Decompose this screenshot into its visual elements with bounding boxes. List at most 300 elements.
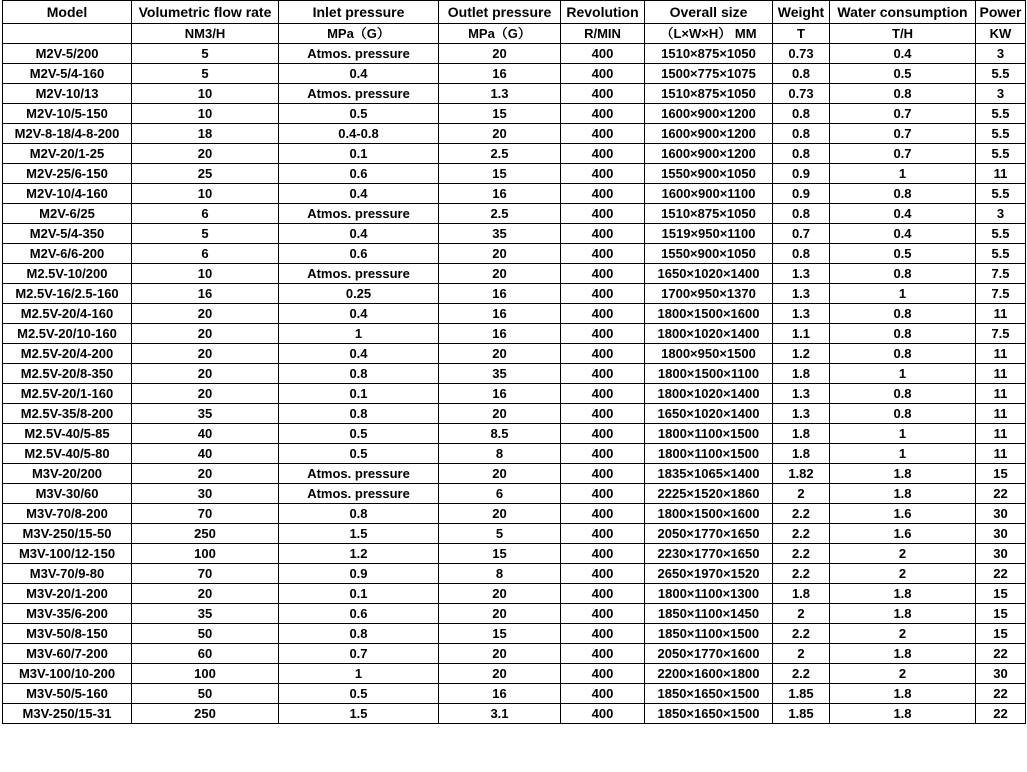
table-row	[3, 104, 1026, 124]
weight-cell: 1.3	[773, 384, 830, 404]
inlet-pressure-cell: Atmos. pressure	[279, 204, 439, 224]
inlet-pressure-cell: Atmos. pressure	[279, 464, 439, 484]
model-cell: M3V-20/200	[3, 464, 132, 484]
outlet-pressure-cell: 16	[439, 384, 561, 404]
power-cell: 5.5	[976, 124, 1026, 144]
flow-rate-cell: 5	[132, 224, 279, 244]
revolution-cell: 400	[561, 304, 645, 324]
outlet-pressure-cell: 35	[439, 224, 561, 244]
table-row	[3, 124, 1026, 144]
model-cell: M3V-70/9-80	[3, 564, 132, 584]
inlet-pressure-cell: 1.5	[279, 704, 439, 724]
unit-outlet-pressure: MPa（G）	[439, 24, 561, 44]
flow-rate-cell: 70	[132, 504, 279, 524]
power-cell: 11	[976, 444, 1026, 464]
overall-size-cell: 1600×900×1200	[645, 104, 773, 124]
flow-rate-cell: 25	[132, 164, 279, 184]
water-consumption-cell: 2	[830, 664, 976, 684]
outlet-pressure-cell: 20	[439, 404, 561, 424]
revolution-cell: 400	[561, 124, 645, 144]
inlet-pressure-cell: 0.5	[279, 684, 439, 704]
revolution-cell: 400	[561, 224, 645, 244]
weight-cell: 1.85	[773, 684, 830, 704]
revolution-cell: 400	[561, 504, 645, 524]
water-consumption-cell: 0.4	[830, 224, 976, 244]
flow-rate-cell: 20	[132, 144, 279, 164]
outlet-pressure-cell: 5	[439, 524, 561, 544]
overall-size-cell: 1519×950×1100	[645, 224, 773, 244]
inlet-pressure-cell: 0.1	[279, 584, 439, 604]
table-row	[3, 344, 1026, 364]
inlet-pressure-cell: 0.5	[279, 424, 439, 444]
table-row	[3, 204, 1026, 224]
table-row	[3, 424, 1026, 444]
model-cell: M3V-100/12-150	[3, 544, 132, 564]
overall-size-cell: 1550×900×1050	[645, 164, 773, 184]
weight-cell: 1.8	[773, 584, 830, 604]
outlet-pressure-cell: 20	[439, 504, 561, 524]
power-cell: 3	[976, 84, 1026, 104]
overall-size-cell: 2050×1770×1650	[645, 524, 773, 544]
outlet-pressure-cell: 16	[439, 324, 561, 344]
overall-size-cell: 1550×900×1050	[645, 244, 773, 264]
water-consumption-cell: 1	[830, 424, 976, 444]
weight-cell: 1.8	[773, 424, 830, 444]
flow-rate-cell: 20	[132, 324, 279, 344]
revolution-cell: 400	[561, 684, 645, 704]
power-cell: 15	[976, 584, 1026, 604]
outlet-pressure-cell: 20	[439, 264, 561, 284]
overall-size-cell: 1700×950×1370	[645, 284, 773, 304]
inlet-pressure-cell: 0.5	[279, 444, 439, 464]
revolution-cell: 400	[561, 524, 645, 544]
weight-cell: 0.8	[773, 64, 830, 84]
power-cell: 22	[976, 644, 1026, 664]
model-cell: M2.5V-20/4-200	[3, 344, 132, 364]
weight-cell: 0.9	[773, 184, 830, 204]
table-row	[3, 484, 1026, 504]
water-consumption-cell: 0.8	[830, 344, 976, 364]
flow-rate-cell: 16	[132, 284, 279, 304]
overall-size-cell: 1800×1100×1500	[645, 424, 773, 444]
revolution-cell: 400	[561, 704, 645, 724]
water-consumption-cell: 0.8	[830, 384, 976, 404]
table-row	[3, 144, 1026, 164]
overall-size-cell: 1600×900×1200	[645, 124, 773, 144]
weight-cell: 2	[773, 644, 830, 664]
model-cell: M2V-8-18/4-8-200	[3, 124, 132, 144]
overall-size-cell: 1800×1500×1600	[645, 304, 773, 324]
weight-cell: 0.8	[773, 144, 830, 164]
outlet-pressure-cell: 16	[439, 184, 561, 204]
flow-rate-cell: 10	[132, 104, 279, 124]
flow-rate-cell: 20	[132, 364, 279, 384]
water-consumption-cell: 1.8	[830, 644, 976, 664]
model-cell: M2V-5/4-160	[3, 64, 132, 84]
overall-size-cell: 2225×1520×1860	[645, 484, 773, 504]
water-consumption-cell: 2	[830, 624, 976, 644]
header-model: Model	[3, 1, 132, 24]
overall-size-cell: 1800×1100×1500	[645, 444, 773, 464]
power-cell: 5.5	[976, 144, 1026, 164]
flow-rate-cell: 20	[132, 464, 279, 484]
overall-size-cell: 1800×950×1500	[645, 344, 773, 364]
model-cell: M3V-50/8-150	[3, 624, 132, 644]
water-consumption-cell: 0.4	[830, 204, 976, 224]
header-flow-rate: Volumetric flow rate	[132, 1, 279, 24]
model-cell: M2V-5/200	[3, 44, 132, 64]
table-row	[3, 404, 1026, 424]
flow-rate-cell: 60	[132, 644, 279, 664]
table-row	[3, 444, 1026, 464]
inlet-pressure-cell: Atmos. pressure	[279, 484, 439, 504]
revolution-cell: 400	[561, 664, 645, 684]
unit-inlet-pressure: MPa（G）	[279, 24, 439, 44]
model-cell: M3V-20/1-200	[3, 584, 132, 604]
flow-rate-cell: 5	[132, 44, 279, 64]
water-consumption-cell: 0.7	[830, 104, 976, 124]
flow-rate-cell: 10	[132, 184, 279, 204]
model-cell: M3V-35/6-200	[3, 604, 132, 624]
outlet-pressure-cell: 16	[439, 64, 561, 84]
water-consumption-cell: 2	[830, 564, 976, 584]
water-consumption-cell: 1.8	[830, 464, 976, 484]
weight-cell: 1.1	[773, 324, 830, 344]
power-cell: 30	[976, 524, 1026, 544]
inlet-pressure-cell: 1	[279, 664, 439, 684]
power-cell: 5.5	[976, 104, 1026, 124]
power-cell: 11	[976, 384, 1026, 404]
overall-size-cell: 1510×875×1050	[645, 204, 773, 224]
power-cell: 30	[976, 544, 1026, 564]
power-cell: 7.5	[976, 284, 1026, 304]
flow-rate-cell: 20	[132, 344, 279, 364]
header-water-consumption: Water consumption	[830, 1, 976, 24]
water-consumption-cell: 1.8	[830, 604, 976, 624]
revolution-cell: 400	[561, 644, 645, 664]
model-cell: M2.5V-10/200	[3, 264, 132, 284]
weight-cell: 1.2	[773, 344, 830, 364]
water-consumption-cell: 1.8	[830, 684, 976, 704]
outlet-pressure-cell: 20	[439, 44, 561, 64]
revolution-cell: 400	[561, 204, 645, 224]
outlet-pressure-cell: 16	[439, 684, 561, 704]
flow-rate-cell: 6	[132, 204, 279, 224]
weight-cell: 1.3	[773, 284, 830, 304]
weight-cell: 2.2	[773, 524, 830, 544]
weight-cell: 0.73	[773, 44, 830, 64]
flow-rate-cell: 70	[132, 564, 279, 584]
table-row	[3, 704, 1026, 724]
water-consumption-cell: 1	[830, 164, 976, 184]
inlet-pressure-cell: 0.6	[279, 244, 439, 264]
weight-cell: 2.2	[773, 664, 830, 684]
flow-rate-cell: 18	[132, 124, 279, 144]
header-overall-size: Overall size	[645, 1, 773, 24]
revolution-cell: 400	[561, 264, 645, 284]
overall-size-cell: 1800×1020×1400	[645, 324, 773, 344]
table-row	[3, 84, 1026, 104]
water-consumption-cell: 0.7	[830, 144, 976, 164]
revolution-cell: 400	[561, 564, 645, 584]
water-consumption-cell: 0.8	[830, 184, 976, 204]
table-row	[3, 44, 1026, 64]
outlet-pressure-cell: 20	[439, 244, 561, 264]
weight-cell: 0.8	[773, 204, 830, 224]
weight-cell: 2.2	[773, 564, 830, 584]
revolution-cell: 400	[561, 344, 645, 364]
model-cell: M3V-50/5-160	[3, 684, 132, 704]
flow-rate-cell: 35	[132, 404, 279, 424]
model-cell: M2.5V-40/5-85	[3, 424, 132, 444]
power-cell: 11	[976, 404, 1026, 424]
power-cell: 11	[976, 364, 1026, 384]
model-cell: M3V-60/7-200	[3, 644, 132, 664]
inlet-pressure-cell: 0.6	[279, 164, 439, 184]
inlet-pressure-cell: 0.9	[279, 564, 439, 584]
table-row	[3, 164, 1026, 184]
water-consumption-cell: 1.6	[830, 504, 976, 524]
power-cell: 22	[976, 704, 1026, 724]
inlet-pressure-cell: 1	[279, 324, 439, 344]
header-revolution: Revolution	[561, 1, 645, 24]
table-row	[3, 644, 1026, 664]
water-consumption-cell: 1	[830, 364, 976, 384]
flow-rate-cell: 100	[132, 664, 279, 684]
model-cell: M2V-20/1-25	[3, 144, 132, 164]
compressor-spec-table	[2, 0, 1026, 724]
inlet-pressure-cell: 0.7	[279, 644, 439, 664]
outlet-pressure-cell: 15	[439, 164, 561, 184]
model-cell: M3V-70/8-200	[3, 504, 132, 524]
power-cell: 5.5	[976, 184, 1026, 204]
model-cell: M2V-6/25	[3, 204, 132, 224]
overall-size-cell: 1800×1500×1100	[645, 364, 773, 384]
water-consumption-cell: 0.8	[830, 304, 976, 324]
table-body	[3, 44, 1026, 724]
table-row	[3, 284, 1026, 304]
revolution-cell: 400	[561, 144, 645, 164]
power-cell: 15	[976, 624, 1026, 644]
table-row	[3, 584, 1026, 604]
model-cell: M2.5V-20/8-350	[3, 364, 132, 384]
weight-cell: 0.9	[773, 164, 830, 184]
table-row	[3, 64, 1026, 84]
model-cell: M3V-30/60	[3, 484, 132, 504]
power-cell: 30	[976, 504, 1026, 524]
weight-cell: 1.85	[773, 704, 830, 724]
inlet-pressure-cell: 0.8	[279, 364, 439, 384]
water-consumption-cell: 0.8	[830, 404, 976, 424]
table-row	[3, 664, 1026, 684]
outlet-pressure-cell: 20	[439, 644, 561, 664]
header-power: Power	[976, 1, 1026, 24]
revolution-cell: 400	[561, 464, 645, 484]
model-cell: M2V-6/6-200	[3, 244, 132, 264]
overall-size-cell: 1850×1650×1500	[645, 684, 773, 704]
inlet-pressure-cell: 0.5	[279, 104, 439, 124]
power-cell: 15	[976, 464, 1026, 484]
unit-revolution: R/MIN	[561, 24, 645, 44]
unit-water-consumption: T/H	[830, 24, 976, 44]
power-cell: 15	[976, 604, 1026, 624]
water-consumption-cell: 0.5	[830, 244, 976, 264]
revolution-cell: 400	[561, 604, 645, 624]
water-consumption-cell: 0.7	[830, 124, 976, 144]
model-cell: M2V-10/13	[3, 84, 132, 104]
inlet-pressure-cell: 0.8	[279, 504, 439, 524]
overall-size-cell: 1500×775×1075	[645, 64, 773, 84]
unit-weight: T	[773, 24, 830, 44]
inlet-pressure-cell: 0.4	[279, 184, 439, 204]
flow-rate-cell: 6	[132, 244, 279, 264]
water-consumption-cell: 1.8	[830, 484, 976, 504]
flow-rate-cell: 35	[132, 604, 279, 624]
model-cell: M2.5V-20/10-160	[3, 324, 132, 344]
water-consumption-cell: 1.8	[830, 584, 976, 604]
overall-size-cell: 1650×1020×1400	[645, 264, 773, 284]
revolution-cell: 400	[561, 284, 645, 304]
overall-size-cell: 1650×1020×1400	[645, 404, 773, 424]
flow-rate-cell: 20	[132, 384, 279, 404]
power-cell: 7.5	[976, 324, 1026, 344]
flow-rate-cell: 40	[132, 424, 279, 444]
inlet-pressure-cell: 0.4	[279, 224, 439, 244]
weight-cell: 0.8	[773, 124, 830, 144]
weight-cell: 0.8	[773, 104, 830, 124]
header-weight: Weight	[773, 1, 830, 24]
outlet-pressure-cell: 2.5	[439, 144, 561, 164]
unit-power: KW	[976, 24, 1026, 44]
power-cell: 11	[976, 304, 1026, 324]
outlet-pressure-cell: 3.1	[439, 704, 561, 724]
overall-size-cell: 1800×1020×1400	[645, 384, 773, 404]
table-row	[3, 684, 1026, 704]
header-outlet-pressure: Outlet pressure	[439, 1, 561, 24]
table-row	[3, 244, 1026, 264]
outlet-pressure-cell: 35	[439, 364, 561, 384]
weight-cell: 0.7	[773, 224, 830, 244]
flow-rate-cell: 5	[132, 64, 279, 84]
unit-model	[3, 24, 132, 44]
water-consumption-cell: 1.8	[830, 704, 976, 724]
water-consumption-cell: 1.6	[830, 524, 976, 544]
flow-rate-cell: 20	[132, 304, 279, 324]
inlet-pressure-cell: 0.1	[279, 144, 439, 164]
overall-size-cell: 2050×1770×1600	[645, 644, 773, 664]
outlet-pressure-cell: 2.5	[439, 204, 561, 224]
overall-size-cell: 1800×1100×1300	[645, 584, 773, 604]
outlet-pressure-cell: 16	[439, 304, 561, 324]
overall-size-cell: 1835×1065×1400	[645, 464, 773, 484]
table-row	[3, 464, 1026, 484]
revolution-cell: 400	[561, 544, 645, 564]
weight-cell: 2	[773, 484, 830, 504]
weight-cell: 1.3	[773, 404, 830, 424]
inlet-pressure-cell: 1.5	[279, 524, 439, 544]
table-row	[3, 304, 1026, 324]
units-row	[3, 24, 1026, 44]
model-cell: M2.5V-35/8-200	[3, 404, 132, 424]
header-row	[3, 1, 1026, 24]
power-cell: 22	[976, 684, 1026, 704]
table-row	[3, 564, 1026, 584]
revolution-cell: 400	[561, 364, 645, 384]
header-inlet-pressure: Inlet pressure	[279, 1, 439, 24]
revolution-cell: 400	[561, 324, 645, 344]
model-cell: M2.5V-40/5-80	[3, 444, 132, 464]
water-consumption-cell: 2	[830, 544, 976, 564]
inlet-pressure-cell: 0.4-0.8	[279, 124, 439, 144]
outlet-pressure-cell: 20	[439, 584, 561, 604]
outlet-pressure-cell: 15	[439, 544, 561, 564]
inlet-pressure-cell: 0.25	[279, 284, 439, 304]
power-cell: 11	[976, 164, 1026, 184]
model-cell: M3V-250/15-50	[3, 524, 132, 544]
power-cell: 7.5	[976, 264, 1026, 284]
revolution-cell: 400	[561, 584, 645, 604]
overall-size-cell: 1600×900×1100	[645, 184, 773, 204]
table-row	[3, 524, 1026, 544]
outlet-pressure-cell: 15	[439, 104, 561, 124]
flow-rate-cell: 10	[132, 84, 279, 104]
model-cell: M2V-5/4-350	[3, 224, 132, 244]
flow-rate-cell: 30	[132, 484, 279, 504]
overall-size-cell: 1800×1500×1600	[645, 504, 773, 524]
overall-size-cell: 1510×875×1050	[645, 44, 773, 64]
revolution-cell: 400	[561, 444, 645, 464]
flow-rate-cell: 40	[132, 444, 279, 464]
inlet-pressure-cell: 0.4	[279, 304, 439, 324]
overall-size-cell: 1850×1100×1500	[645, 624, 773, 644]
weight-cell: 1.3	[773, 304, 830, 324]
inlet-pressure-cell: Atmos. pressure	[279, 44, 439, 64]
outlet-pressure-cell: 15	[439, 624, 561, 644]
model-cell: M2.5V-20/1-160	[3, 384, 132, 404]
inlet-pressure-cell: Atmos. pressure	[279, 84, 439, 104]
flow-rate-cell: 100	[132, 544, 279, 564]
outlet-pressure-cell: 1.3	[439, 84, 561, 104]
outlet-pressure-cell: 20	[439, 464, 561, 484]
model-cell: M2.5V-20/4-160	[3, 304, 132, 324]
outlet-pressure-cell: 16	[439, 284, 561, 304]
model-cell: M3V-100/10-200	[3, 664, 132, 684]
weight-cell: 0.73	[773, 84, 830, 104]
overall-size-cell: 1510×875×1050	[645, 84, 773, 104]
weight-cell: 2.2	[773, 544, 830, 564]
power-cell: 3	[976, 204, 1026, 224]
table-row	[3, 364, 1026, 384]
table-row	[3, 544, 1026, 564]
weight-cell: 1.8	[773, 444, 830, 464]
weight-cell: 1.3	[773, 264, 830, 284]
water-consumption-cell: 0.5	[830, 64, 976, 84]
outlet-pressure-cell: 6	[439, 484, 561, 504]
outlet-pressure-cell: 20	[439, 664, 561, 684]
outlet-pressure-cell: 20	[439, 124, 561, 144]
power-cell: 22	[976, 484, 1026, 504]
table-row	[3, 624, 1026, 644]
revolution-cell: 400	[561, 624, 645, 644]
weight-cell: 1.82	[773, 464, 830, 484]
inlet-pressure-cell: 1.2	[279, 544, 439, 564]
water-consumption-cell: 0.8	[830, 324, 976, 344]
inlet-pressure-cell: 0.8	[279, 404, 439, 424]
revolution-cell: 400	[561, 424, 645, 444]
water-consumption-cell: 0.8	[830, 264, 976, 284]
table-row	[3, 184, 1026, 204]
revolution-cell: 400	[561, 164, 645, 184]
